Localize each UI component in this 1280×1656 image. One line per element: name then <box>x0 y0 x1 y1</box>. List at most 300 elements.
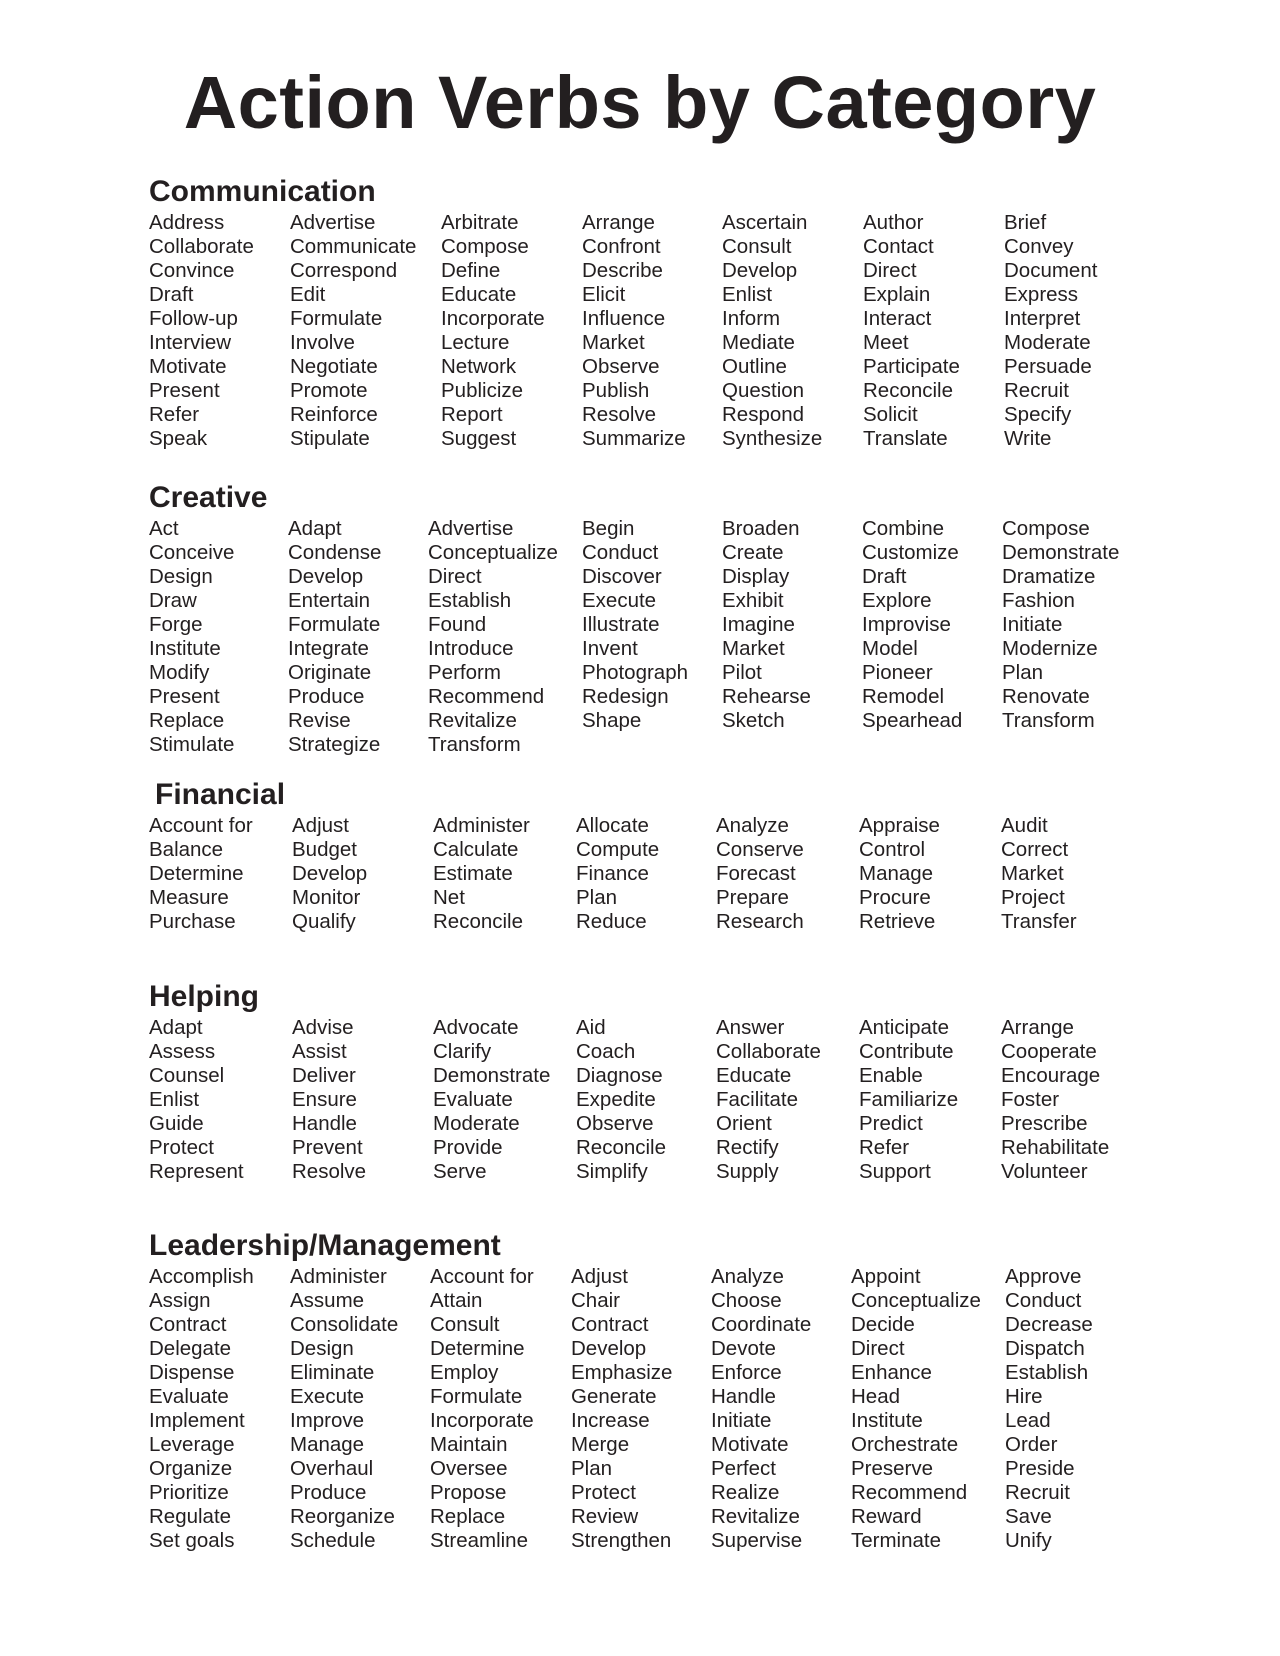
verb-item: Publish <box>582 379 650 402</box>
verb-item: Adapt <box>288 517 342 540</box>
verb-item: Plan <box>1002 661 1044 684</box>
verb-item: Eliminate <box>290 1361 375 1384</box>
verb-item: Outline <box>722 355 787 378</box>
verb-item: Network <box>441 355 517 378</box>
verb-item: Set goals <box>149 1529 235 1552</box>
verb-row <box>0 1457 1280 1481</box>
verb-item: Imagine <box>722 613 795 636</box>
verb-item: Improvise <box>862 613 951 636</box>
verb-item: Consult <box>722 235 792 258</box>
verb-item: Strengthen <box>571 1529 672 1552</box>
verb-row <box>0 661 1280 685</box>
verb-row <box>0 211 1280 235</box>
verb-item: Approve <box>1005 1265 1082 1288</box>
verb-item: Formulate <box>290 307 383 330</box>
verb-item: Revitalize <box>711 1505 800 1528</box>
verb-item: Correct <box>1001 838 1069 861</box>
verb-item: Advertise <box>428 517 514 540</box>
verb-item: Motivate <box>149 355 227 378</box>
verb-item: Accomplish <box>149 1265 254 1288</box>
verb-item: Improve <box>290 1409 365 1432</box>
verb-item: Moderate <box>433 1112 520 1135</box>
verb-item: Execute <box>582 589 657 612</box>
verb-item: Develop <box>292 862 368 885</box>
verb-item: Consult <box>430 1313 500 1336</box>
verb-item: Review <box>571 1505 639 1528</box>
verb-row <box>0 1136 1280 1160</box>
verb-item: Renovate <box>1002 685 1090 708</box>
section-heading: Leadership/Management <box>149 1229 501 1262</box>
verb-row <box>0 1313 1280 1337</box>
verb-item: Document <box>1004 259 1098 282</box>
verb-item: Perform <box>428 661 501 684</box>
verb-item: Brief <box>1004 211 1047 234</box>
verb-item: Compose <box>441 235 529 258</box>
verb-item: Interview <box>149 331 232 354</box>
verb-row <box>0 1481 1280 1505</box>
verb-row <box>0 331 1280 355</box>
section-heading: Creative <box>149 481 268 514</box>
verb-item: Photograph <box>582 661 689 684</box>
verb-item: Resolve <box>582 403 657 426</box>
verb-item: Express <box>1004 283 1079 306</box>
verb-item: Motivate <box>711 1433 789 1456</box>
verb-grid <box>0 211 1280 451</box>
verb-item: Transform <box>1002 709 1095 732</box>
verb-item: Determine <box>149 862 244 885</box>
verb-item: Draft <box>149 283 194 306</box>
verb-item: Determine <box>430 1337 525 1360</box>
verb-item: Lead <box>1005 1409 1051 1432</box>
verb-item: Describe <box>582 259 663 282</box>
verb-item: Synthesize <box>722 427 823 450</box>
verb-item: Orchestrate <box>851 1433 959 1456</box>
verb-row <box>0 1160 1280 1184</box>
verb-item: Adjust <box>292 814 349 837</box>
verb-item: Reinforce <box>290 403 378 426</box>
verb-item: Enhance <box>851 1361 932 1384</box>
verb-item: Chair <box>571 1289 620 1312</box>
verb-item: Leverage <box>149 1433 235 1456</box>
verb-item: Interact <box>863 307 932 330</box>
verb-item: Advertise <box>290 211 376 234</box>
verb-item: Confront <box>582 235 661 258</box>
verb-item: Institute <box>851 1409 923 1432</box>
verb-row <box>0 355 1280 379</box>
verb-item: Illustrate <box>582 613 660 636</box>
verb-row <box>0 427 1280 451</box>
verb-item: Enlist <box>722 283 773 306</box>
verb-item: Convince <box>149 259 235 282</box>
verb-row <box>0 1040 1280 1064</box>
verb-item: Order <box>1005 1433 1058 1456</box>
verb-item: Spearhead <box>862 709 963 732</box>
verb-item: Arrange <box>582 211 655 234</box>
verb-item: Conduct <box>582 541 659 564</box>
verb-item: Produce <box>288 685 365 708</box>
verb-row <box>0 541 1280 565</box>
verb-item: Support <box>859 1160 931 1183</box>
verb-item: Transform <box>428 733 521 756</box>
verb-item: Conduct <box>1005 1289 1082 1312</box>
verb-item: Finance <box>576 862 649 885</box>
verb-item: Customize <box>862 541 959 564</box>
verb-row <box>0 1064 1280 1088</box>
verb-item: Recommend <box>428 685 545 708</box>
verb-item: Evaluate <box>149 1385 229 1408</box>
verb-item: Write <box>1004 427 1052 450</box>
verb-item: Decrease <box>1005 1313 1093 1336</box>
verb-item: Organize <box>149 1457 233 1480</box>
verb-item: Calculate <box>433 838 519 861</box>
verb-item: Simplify <box>576 1160 648 1183</box>
verb-row <box>0 886 1280 910</box>
verb-item: Protect <box>149 1136 214 1159</box>
verb-item: Stimulate <box>149 733 235 756</box>
verb-row <box>0 1265 1280 1289</box>
verb-item: Collaborate <box>716 1040 821 1063</box>
verb-item: Market <box>1001 862 1064 885</box>
verb-row <box>0 379 1280 403</box>
verb-item: Decide <box>851 1313 915 1336</box>
verb-item: Enlist <box>149 1088 200 1111</box>
verb-item: Introduce <box>428 637 514 660</box>
verb-item: Qualify <box>292 910 356 933</box>
verb-row <box>0 565 1280 589</box>
verb-item: Question <box>722 379 805 402</box>
verb-item: Diagnose <box>576 1064 663 1087</box>
verb-row <box>0 1016 1280 1040</box>
verb-item: Budget <box>292 838 357 861</box>
verb-item: Account for <box>430 1265 534 1288</box>
verb-item: Sketch <box>722 709 785 732</box>
verb-row <box>0 1088 1280 1112</box>
verb-item: Strategize <box>288 733 381 756</box>
verb-item: Facilitate <box>716 1088 799 1111</box>
verb-item: Streamline <box>430 1529 528 1552</box>
verb-item: Predict <box>859 1112 923 1135</box>
verb-item: Speak <box>149 427 208 450</box>
verb-row <box>0 259 1280 283</box>
verb-item: Reduce <box>576 910 647 933</box>
verb-item: Unify <box>1005 1529 1052 1552</box>
verb-row <box>0 862 1280 886</box>
verb-item: Demonstrate <box>1002 541 1120 564</box>
verb-item: Assume <box>290 1289 365 1312</box>
verb-item: Manage <box>290 1433 365 1456</box>
verb-item: Net <box>433 886 465 909</box>
verb-item: Establish <box>1005 1361 1089 1384</box>
verb-item: Convey <box>1004 235 1074 258</box>
verb-item: Purchase <box>149 910 236 933</box>
verb-item: Forge <box>149 613 203 636</box>
verb-item: Act <box>149 517 179 540</box>
verb-row <box>0 613 1280 637</box>
verb-item: Save <box>1005 1505 1052 1528</box>
verb-item: Arrange <box>1001 1016 1074 1039</box>
verb-item: Influence <box>582 307 666 330</box>
verb-item: Refer <box>149 403 200 426</box>
verb-item: Handle <box>292 1112 357 1135</box>
verb-item: Market <box>722 637 785 660</box>
verb-row <box>0 403 1280 427</box>
verb-item: Found <box>428 613 487 636</box>
verb-item: Familiarize <box>859 1088 959 1111</box>
verb-item: Collaborate <box>149 235 254 258</box>
section-heading: Helping <box>149 980 259 1013</box>
verb-item: Replace <box>430 1505 506 1528</box>
verb-item: Explore <box>862 589 932 612</box>
verb-item: Communicate <box>290 235 417 258</box>
verb-row <box>0 910 1280 934</box>
verb-item: Educate <box>441 283 517 306</box>
verb-row <box>0 814 1280 838</box>
verb-item: Initiate <box>711 1409 772 1432</box>
verb-item: Plan <box>571 1457 613 1480</box>
verb-item: Provide <box>433 1136 503 1159</box>
verb-item: Answer <box>716 1016 785 1039</box>
verb-item: Adjust <box>571 1265 628 1288</box>
verb-item: Advise <box>292 1016 354 1039</box>
verb-item: Contribute <box>859 1040 954 1063</box>
section-heading: Financial <box>155 778 286 811</box>
verb-row <box>0 685 1280 709</box>
verb-item: Appoint <box>851 1265 921 1288</box>
verb-item: Monitor <box>292 886 361 909</box>
verb-item: Follow-up <box>149 307 238 330</box>
verb-item: Appraise <box>859 814 940 837</box>
verb-item: Suggest <box>441 427 517 450</box>
verb-item: Address <box>149 211 225 234</box>
verb-item: Solicit <box>863 403 918 426</box>
verb-item: Prescribe <box>1001 1112 1088 1135</box>
verb-item: Design <box>290 1337 354 1360</box>
verb-item: Exhibit <box>722 589 784 612</box>
verb-item: Meet <box>863 331 909 354</box>
verb-item: Condense <box>288 541 382 564</box>
verb-item: Anticipate <box>859 1016 950 1039</box>
verb-item: Reward <box>851 1505 922 1528</box>
verb-item: Reorganize <box>290 1505 395 1528</box>
verb-item: Reconcile <box>433 910 524 933</box>
verb-row <box>0 283 1280 307</box>
verb-item: Revitalize <box>428 709 517 732</box>
verb-item: Publicize <box>441 379 524 402</box>
verb-item: Reconcile <box>863 379 954 402</box>
verb-item: Represent <box>149 1160 244 1183</box>
verb-item: Oversee <box>430 1457 508 1480</box>
verb-item: Coordinate <box>711 1313 812 1336</box>
verb-row <box>0 838 1280 862</box>
verb-item: Ensure <box>292 1088 357 1111</box>
verb-row <box>0 1112 1280 1136</box>
verb-item: Employ <box>430 1361 499 1384</box>
verb-item: Translate <box>863 427 948 450</box>
verb-item: Ascertain <box>722 211 808 234</box>
verb-item: Involve <box>290 331 355 354</box>
verb-item: Arbitrate <box>441 211 519 234</box>
verb-item: Present <box>149 685 220 708</box>
verb-item: Delegate <box>149 1337 232 1360</box>
verb-item: Stipulate <box>290 427 370 450</box>
verb-item: Prevent <box>292 1136 363 1159</box>
verb-item: Direct <box>851 1337 905 1360</box>
verb-item: Fashion <box>1002 589 1075 612</box>
verb-item: Establish <box>428 589 512 612</box>
verb-item: Guide <box>149 1112 204 1135</box>
verb-item: Enforce <box>711 1361 782 1384</box>
verb-item: Estimate <box>433 862 513 885</box>
verb-item: Formulate <box>430 1385 523 1408</box>
verb-item: Participate <box>863 355 960 378</box>
verb-item: Implement <box>149 1409 245 1432</box>
verb-item: Conceptualize <box>851 1289 981 1312</box>
verb-item: Overhaul <box>290 1457 374 1480</box>
verb-item: Respond <box>722 403 805 426</box>
verb-item: Hire <box>1005 1385 1043 1408</box>
verb-item: Plan <box>576 886 618 909</box>
verb-item: Initiate <box>1002 613 1063 636</box>
verb-grid <box>0 517 1280 757</box>
verb-item: Supervise <box>711 1529 803 1552</box>
verb-item: Refer <box>859 1136 910 1159</box>
verb-grid <box>0 814 1280 934</box>
verb-item: Emphasize <box>571 1361 673 1384</box>
verb-item: Manage <box>859 862 934 885</box>
verb-item: Rehearse <box>722 685 811 708</box>
verb-item: Combine <box>862 517 945 540</box>
verb-row <box>0 1337 1280 1361</box>
verb-item: Mediate <box>722 331 795 354</box>
verb-item: Merge <box>571 1433 630 1456</box>
verb-item: Audit <box>1001 814 1048 837</box>
verb-item: Balance <box>149 838 224 861</box>
verb-item: Dispatch <box>1005 1337 1085 1360</box>
verb-item: Modernize <box>1002 637 1098 660</box>
verb-item: Dramatize <box>1002 565 1096 588</box>
verb-item: Control <box>859 838 926 861</box>
verb-item: Clarify <box>433 1040 492 1063</box>
verb-item: Protect <box>571 1481 636 1504</box>
verb-row <box>0 1529 1280 1553</box>
verb-item: Pioneer <box>862 661 933 684</box>
verb-item: Orient <box>716 1112 772 1135</box>
verb-item: Specify <box>1004 403 1072 426</box>
verb-row <box>0 1505 1280 1529</box>
verb-item: Regulate <box>149 1505 232 1528</box>
verb-item: Attain <box>430 1289 483 1312</box>
verb-item: Observe <box>582 355 660 378</box>
verb-row <box>0 1409 1280 1433</box>
verb-row <box>0 235 1280 259</box>
verb-item: Replace <box>149 709 225 732</box>
verb-item: Moderate <box>1004 331 1091 354</box>
verb-item: Compose <box>1002 517 1090 540</box>
verb-item: Rectify <box>716 1136 779 1159</box>
verb-item: Assist <box>292 1040 347 1063</box>
verb-row <box>0 517 1280 541</box>
verb-row <box>0 1361 1280 1385</box>
verb-item: Begin <box>582 517 635 540</box>
verb-item: Rehabilitate <box>1001 1136 1110 1159</box>
verb-item: Consolidate <box>290 1313 399 1336</box>
verb-row <box>0 733 1280 757</box>
verb-item: Resolve <box>292 1160 367 1183</box>
verb-item: Inform <box>722 307 781 330</box>
verb-item: Contract <box>571 1313 649 1336</box>
verb-item: Institute <box>149 637 221 660</box>
verb-item: Direct <box>863 259 917 282</box>
verb-item: Administer <box>290 1265 387 1288</box>
verb-item: Persuade <box>1004 355 1092 378</box>
verb-item: Recruit <box>1004 379 1069 402</box>
verb-item: Formulate <box>288 613 381 636</box>
verb-item: Assess <box>149 1040 216 1063</box>
verb-item: Pilot <box>722 661 762 684</box>
verb-item: Incorporate <box>430 1409 534 1432</box>
verb-item: Terminate <box>851 1529 942 1552</box>
verb-row <box>0 1433 1280 1457</box>
verb-item: Demonstrate <box>433 1064 551 1087</box>
verb-item: Preserve <box>851 1457 934 1480</box>
verb-item: Analyze <box>711 1265 784 1288</box>
verb-item: Revise <box>288 709 351 732</box>
verb-item: Transfer <box>1001 910 1077 933</box>
verb-item: Aid <box>576 1016 606 1039</box>
verb-grid <box>0 1016 1280 1184</box>
verb-item: Interpret <box>1004 307 1081 330</box>
verb-row <box>0 637 1280 661</box>
verb-item: Handle <box>711 1385 776 1408</box>
verb-item: Project <box>1001 886 1065 909</box>
section-heading: Communication <box>149 175 376 208</box>
verb-item: Author <box>863 211 924 234</box>
verb-item: Forecast <box>716 862 796 885</box>
verb-item: Serve <box>433 1160 487 1183</box>
verb-item: Contract <box>149 1313 227 1336</box>
verb-item: Research <box>716 910 804 933</box>
verb-item: Maintain <box>430 1433 508 1456</box>
verb-item: Create <box>722 541 784 564</box>
verb-item: Realize <box>711 1481 780 1504</box>
verb-item: Administer <box>433 814 530 837</box>
verb-item: Observe <box>576 1112 654 1135</box>
verb-item: Direct <box>428 565 482 588</box>
verb-item: Contact <box>863 235 934 258</box>
verb-item: Correspond <box>290 259 398 282</box>
verb-item: Schedule <box>290 1529 376 1552</box>
verb-item: Execute <box>290 1385 365 1408</box>
verb-item: Reconcile <box>576 1136 667 1159</box>
verb-item: Compute <box>576 838 660 861</box>
verb-item: Counsel <box>149 1064 225 1087</box>
verb-item: Negotiate <box>290 355 378 378</box>
verb-item: Invent <box>582 637 638 660</box>
verb-item: Conserve <box>716 838 804 861</box>
verb-item: Model <box>862 637 918 660</box>
verb-item: Perfect <box>711 1457 776 1480</box>
verb-item: Cooperate <box>1001 1040 1097 1063</box>
verb-item: Edit <box>290 283 326 306</box>
verb-item: Assign <box>149 1289 211 1312</box>
verb-item: Define <box>441 259 501 282</box>
verb-item: Analyze <box>716 814 789 837</box>
verb-item: Draw <box>149 589 197 612</box>
verb-item: Develop <box>288 565 364 588</box>
verb-item: Procure <box>859 886 931 909</box>
verb-item: Foster <box>1001 1088 1060 1111</box>
verb-row <box>0 709 1280 733</box>
